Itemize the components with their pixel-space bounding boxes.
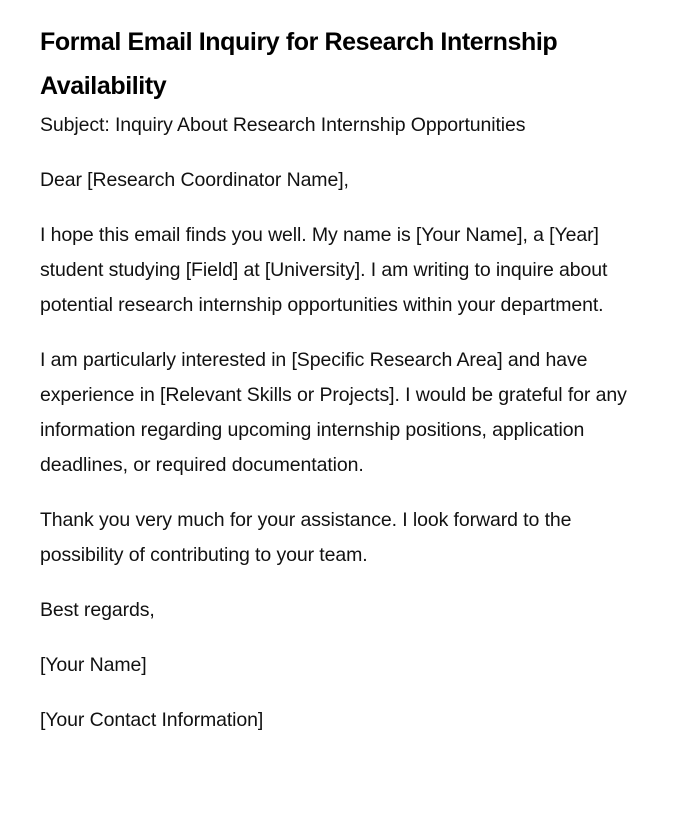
document-title: Formal Email Inquiry for Research Internship Availability xyxy=(40,28,558,100)
signature-contact: [Your Contact Information] xyxy=(40,709,264,731)
signature-name: [Your Name] xyxy=(40,654,147,676)
body-paragraph-intro: I hope this email finds you well. My name is [Your Name], a [Year] student studying [Field] at [University]. I am writing to inquire about potential research internship opportunities within your department. xyxy=(40,224,608,316)
body-paragraph-thanks: Thank you very much for your assistance. I look forward to the possibility of contributing to your team. xyxy=(40,509,572,566)
email-salutation: Dear [Research Coordinator Name], xyxy=(40,169,349,191)
email-subject-line: Subject: Inquiry About Research Internship Opportunities xyxy=(40,114,526,136)
email-closing: Best regards, xyxy=(40,599,155,621)
body-paragraph-interest: I am particularly interested in [Specific Research Area] and have experience in [Relevant Skills or Projects]. I would be grateful for any information regarding upcoming internship positions, application deadlines, or required documentation. xyxy=(40,349,627,476)
